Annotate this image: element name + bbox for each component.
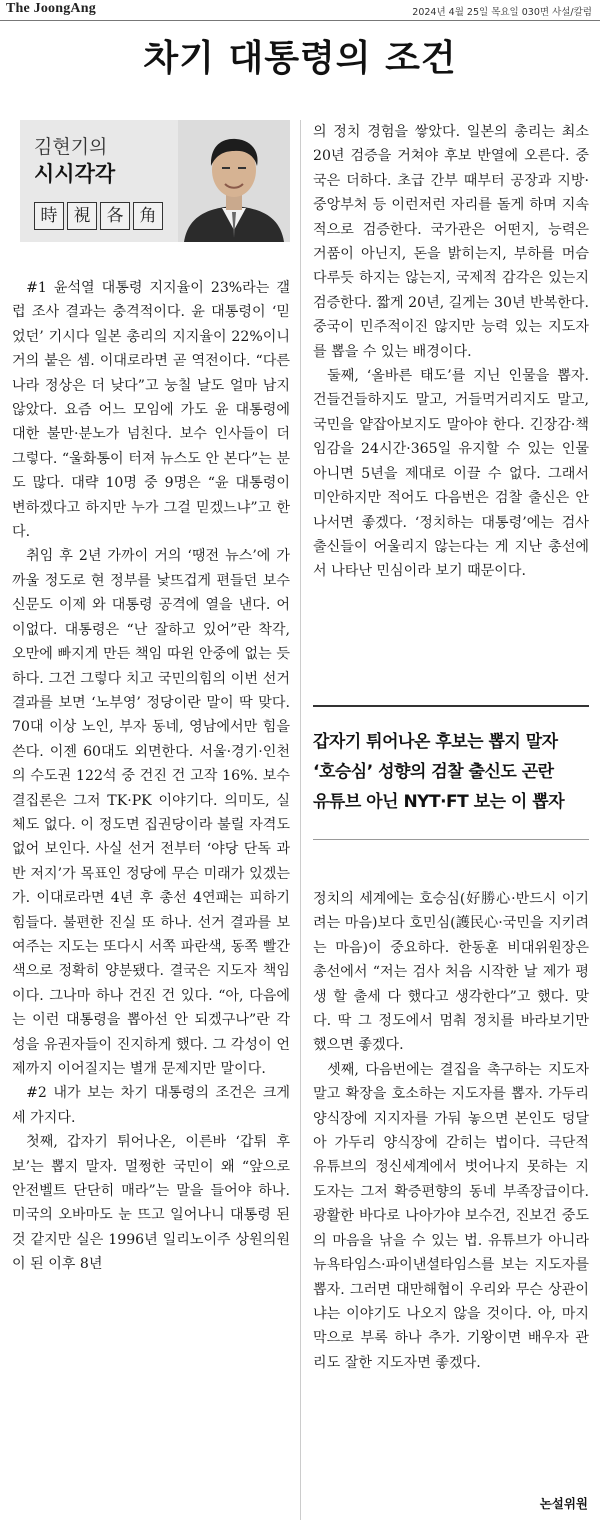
column-series-name: 시시각각 [34,162,116,186]
article-headline: 차기 대통령의 조건 [143,38,457,79]
subheadline: 갑자기 튀어나온 후보는 뽑지 말자 [313,732,558,752]
paragraph: 의 정치 경험을 쌓았다. 일본의 총리는 최소 20년 검증을 거쳐야 후보 반열에 오른다. 중국은 더하다. 초급 간부 때부터 공장과 지방·중앙부처 등 이런저런 자리를 돌게 하며 지속적으로 검증한다. 국가관은 어떤지, 능력은 거품이 아닌지, 돈을 밝히는지, 부하를 머슴 다루듯 하지는 않는지, 국제적 감각은 있는지 검증한다. 짧게 20년, 길게는 30년 반복한다. 중국이 민주적이진 않지만 능력 있는 지도자를 뽑을 수 있는 배경이다. [313,124,589,360]
hanja-char: 時 [34,202,64,230]
subheadline-box [313,705,589,840]
article-left-column [12,276,290,1277]
paragraph: 정치의 세계에는 호승심(好勝心·반드시 이기려는 마음)보다 호민심(護民心·국민을 지키려는 마음)이 중요하다. 한동훈 비대위원장은 총선에서 “저는 검사 처음 시작한 날 제가 평생 할 출세 다 했다고 생각한다”고 했다. 맞다. 딱 그 정도에서 멈춰 정치를 바라보기만 했으면 좋겠다. [313,891,589,1054]
hanja-char: 角 [133,202,163,230]
author-portrait-image [178,120,290,242]
paragraph: #2 내가 보는 차기 대통령의 조건은 크게 세 가지다. [12,1085,290,1126]
column-author-name: 김현기의 [34,136,108,158]
dateline: 2024년 4월 25일 목요일 030면 사설/칼럼 [412,7,592,18]
article-right-column-bottom [313,887,589,1375]
paragraph: #1 윤석열 대통령 지지율이 23%라는 갤럽 조사 결과는 충격적이다. 윤 대통령이 ‘믿었던’ 기시다 일본 총리의 지지율이 22%이니 거의 붙은 셈. 이대로라면 곧 역전이다. “다른 나라 정상은 더 낮다”고 눙칠 날도 얼마 남지 않았다. 요즘 어느 모임에 가도 윤 대통령에 대한 불만·분노가 넘친다. 보수 인사들이 더 그렇다. “울화통이 터져 뉴스도 안 본다”는 분도 많다. 대략 10명 중 9명은 “윤 대통령이 변하겠다고 하지만 누가 그걸 믿겠느냐”고 한다. [12,280,290,541]
article-right-column-top [313,120,589,584]
subheadline: ‘호승심’ 성향의 검찰 출신도 곤란 [313,762,554,782]
masthead-bar [0,0,600,21]
column-logo-box [20,120,290,242]
byline: 논설위원 [539,1496,588,1511]
paragraph: 취임 후 2년 가까이 거의 ‘땡전 뉴스’에 가까울 정도로 현 정부를 낯뜨겁게 편들던 보수 신문도 이제 와 대통령 공격에 열을 낸다. 어이없다. 대통령은 “난 잘하고 있어”란 착각, 오만에 빠지게 만든 책임 따윈 안중에 없는 듯하다. 그건 그렇다 치고 국민의힘의 이번 선거 결과를 보면 ‘노부영’ 정당이란 말이 딱 맞다. 70대 이상 노인, 부자 동네, 영남에서만 힘을 쓴다. 이젠 60대도 외면한다. 서울·경기·인천의 수도권 122석 중 건진 건 고작 16%. 보수 결집론은 그저 TK·PK 이야기다. 의미도, 실체도 없다. 이 정도면 집권당이라 불릴 자격도 없어 보인다. 사실 선거 전부터 ‘야당 단독 과반 저지’가 목표인 정당에 무슨 미래가 있겠는가. 이대로라면 4년 후 총선 4연패는 피하기 힘들다. 불편한 진실 또 하나. 선거 결과를 보여주는 지도는 또다시 서쪽 파란색, 동쪽 빨간색으로 정확히 양분됐다. 결국은 지도자 책임이다. 그나마 하나 건진 건 있다. “아, 다음에는 이런 대통령을 뽑아선 안 되겠구나”란 각성을 유권자들이 진지하게 했다. 그 각성이 언제까지 이어질지는 별개 문제지만 말이다. [12,548,290,1077]
paragraph: 셋째, 다음번에는 결집을 촉구하는 지도자 말고 확장을 호소하는 지도자를 뽑자. 가두리 양식장에 지지자를 가둬 놓으면 본인도 덩달아 가두리 양식장에 갇히는 법이다. 극단적 유튜브의 정신세계에서 벗어나지 못하는 지도자는 그저 확증편향의 동네 부족장급이다. 광활한 바다로 나아가야 보수건, 진보건 중도의 마음을 낚을 수 있는 법. 유튜브가 아니라 뉴욕타임스·파이낸셜타임스를 보는 지도자를 뽑자. 그러면 대만해협이 우리와 무슨 상관이냐는 이야기도 나오지 않을 것이다. 아, 마지막으로 부록 하나 추가. 기왕이면 배우자 관리도 잘한 지도자면 좋겠다. [313,1061,589,1371]
paragraph: 첫째, 갑자기 튀어나온, 이른바 ‘갑튀 후보’는 뽑지 말자. 멀쩡한 국민이 왜 “앞으로 안전벨트 단단히 매라”는 말을 들어야 하나. 미국의 오바마도 눈 뜨고 일어나니 대통령 된 것 같지만 실은 1996년 일리노이주 상원의원이 된 이후 8년 [12,1134,290,1273]
column-divider [300,120,301,1520]
hanja-char: 視 [67,202,97,230]
subheadline: 유튜브 아닌 NYT·FT 보는 이 뽑자 [313,792,565,812]
newspaper-logo: The JoongAng [6,1,96,16]
hanja-char: 各 [100,202,130,230]
paragraph: 둘째, ‘올바른 태도’를 지닌 인물을 뽑자. 건들건들하지도 말고, 거들먹거리지도 말고, 국민을 얕잡아보지도 말아야 한다. 긴장감·책임감을 24시간·365일 유지할 수 있는 인물 아니면 5년을 제대로 이끌 수 없다. 그래서 미안하지만 적어도 다음번은 검찰 출신은 안 나서면 좋겠다. ‘정치하는 대통령’에는 검사 출신들이 어울리지 않는다는 게 지난 총선에서 나타난 민심이라 보기 때문이다. [313,368,589,580]
